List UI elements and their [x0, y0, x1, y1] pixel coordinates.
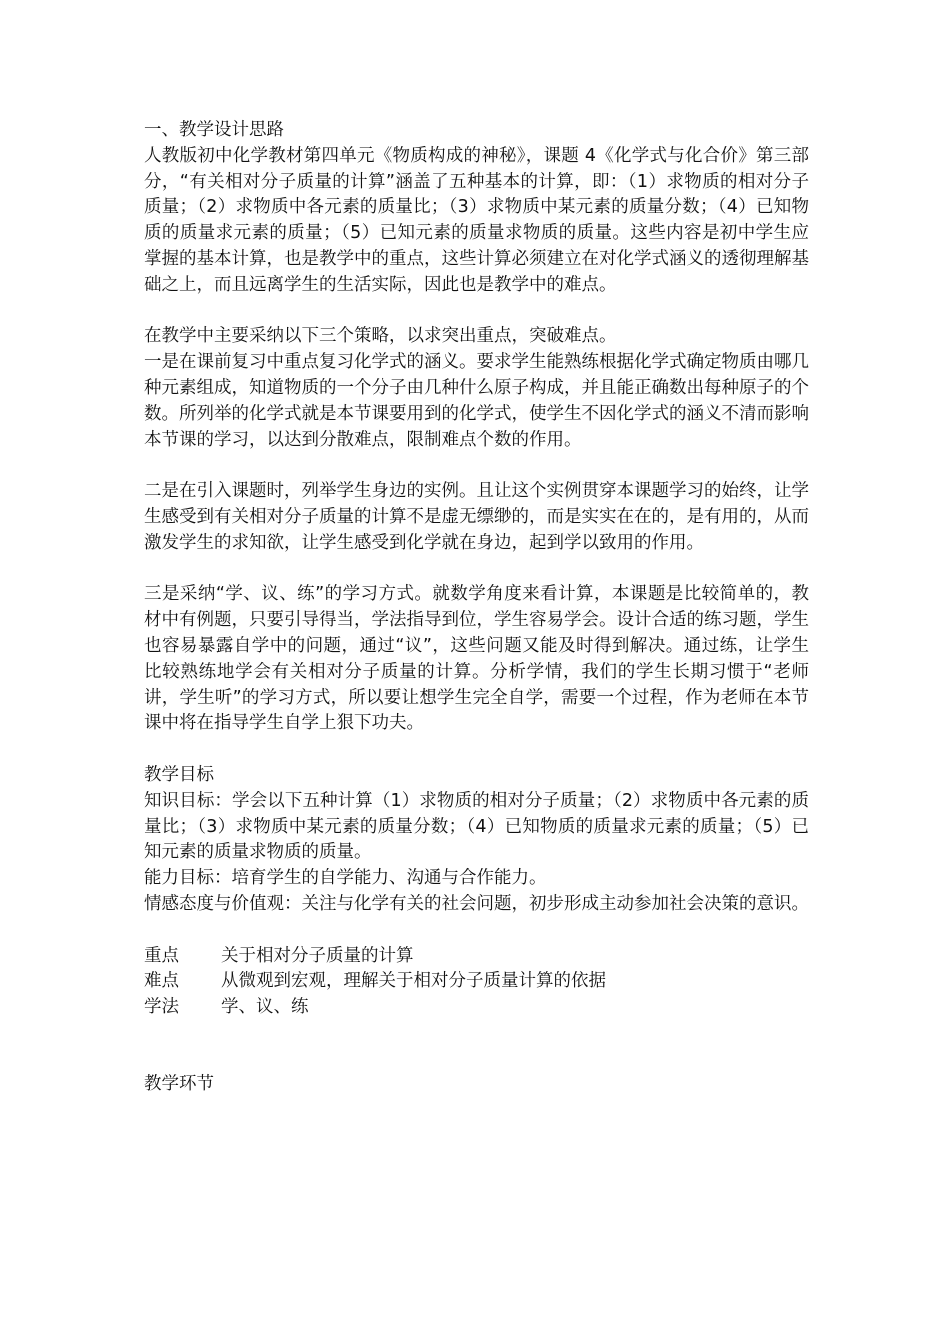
spacer [144, 918, 809, 944]
spacer [144, 453, 809, 479]
design-paragraph-block [144, 144, 809, 299]
teaching-steps-heading: 教学环节 [144, 1074, 214, 1095]
objective-ability: 能力目标：培育学生的自学能力、沟通与合作能力。 [144, 868, 547, 889]
strategy-third-block [144, 582, 809, 737]
keypoint-row-focus [144, 944, 809, 970]
spacer [144, 1021, 809, 1073]
objective-emotion: 情感态度与价值观：关注与化学有关的社会问题，初步形成主动参加社会决策的意识。 [144, 893, 809, 914]
keypoint-value: 关于相对分子质量的计算 [221, 945, 414, 966]
keypoint-label: 学法 [144, 997, 179, 1018]
spacer [144, 737, 809, 763]
strategies-intro: 在教学中主要采纳以下三个策略，以求突出重点，突破难点。 [144, 326, 617, 347]
strategy-first: 一是在课前复习中重点复习化学式的涵义。要求学生能熟练根据化学式确定物质由哪几种元素组成，知道物质的一个分子由几种什么原子构成，并且能正确数出每种原子的个数。所列举的化学式就是本节课要用到的化学式，使学生不因化学式的涵义不清而影响本节课的学习，以达到分散难点，限制难点个数的作用。 [144, 352, 809, 450]
keypoint-label: 重点 [144, 945, 179, 966]
strategies-block [144, 324, 809, 453]
strategy-third: 三是采纳“学、议、练”的学习方式。就数学角度来看计算，本课题是比较简单的，教材中有例题，只要引导得当，学法指导到位，学生容易学会。设计合适的练习题，学生也容易暴露自学中的问题，通过“议”，这些问题又能及时得到解决。通过练，让学生比较熟练地学会有关相对分子质量的计算。分析学情，我们的学生长期习惯于“老师讲，学生听”的学习方式，所以要让想学生完全自学，需要一个过程，作为老师在本节课中将在指导学生自学上狠下功夫。 [144, 584, 809, 734]
spacer [144, 557, 809, 583]
keypoint-row-method [144, 995, 809, 1021]
strategy-second-block [144, 479, 809, 556]
keypoint-value: 从微观到宏观，理解关于相对分子质量计算的依据 [221, 971, 606, 992]
keypoint-row-difficulty [144, 969, 809, 995]
objectives-block [144, 789, 809, 918]
design-paragraph: 人教版初中化学教材第四单元《物质构成的神秘》，课题 4《化学式与化合价》第三部分，“有关相对分子质量的计算”涵盖了五种基本的计算，即：（1）求物质的相对分子质量；（2）求物质中各元素的质量比；（3）求物质中某元素的质量分数；（4）已知物质的质量求元素的质量；（5）已知元素的质量求物质的质量。这些内容是初中学生应掌握的基本计算，也是教学中的重点，这些计算必须建立在对化学式涵义的透彻理解基础之上，而且远离学生的生活实际，因此也是教学中的难点。 [144, 145, 809, 295]
objective-knowledge: 知识目标：学会以下五种计算（1）求物质的相对分子质量；（2）求物质中各元素的质量比；（3）求物质中某元素的质量分数；（4）已知物质的质量求元素的质量；（5）已知元素的质量求物质的质量。 [144, 790, 809, 863]
section-heading-design: 一、教学设计思路 [144, 120, 284, 140]
keypoint-value: 学、议、练 [221, 997, 309, 1018]
objectives-heading: 教学目标 [144, 764, 214, 785]
document-body [144, 118, 809, 1098]
spacer [144, 299, 809, 325]
keypoint-label: 难点 [144, 971, 179, 992]
keypoints-list [144, 944, 809, 1021]
strategy-second: 二是在引入课题时，列举学生身边的实例。且让这个实例贯穿本课题学习的始终，让学生感受到有关相对分子质量的计算不是虚无缥缈的，而是实实在在的，是有用的，从而激发学生的求知欲，让学生感受到化学就在身边，起到学以致用的作用。 [144, 481, 809, 553]
